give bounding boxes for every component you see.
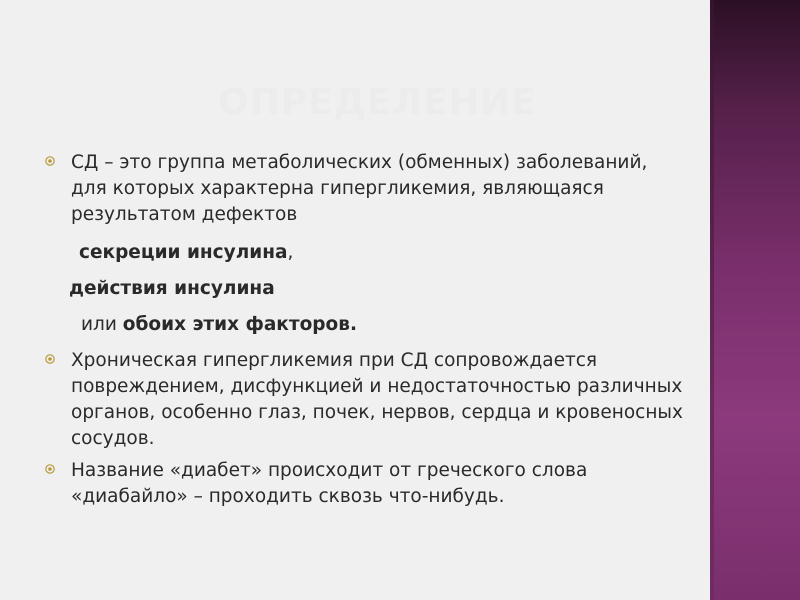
circled-dot-bullet-icon xyxy=(45,464,55,474)
slide-title: ОПРЕДЕЛЕНИЕ xyxy=(218,82,537,123)
decorative-side-panel xyxy=(710,0,800,600)
slide-content xyxy=(45,150,685,516)
circled-dot-bullet-icon xyxy=(45,156,55,166)
bullet-text-3: Название «диабет» происходит от греческого слова «диабайло» – проходить сквозь что-нибудь. xyxy=(71,460,588,507)
circled-dot-bullet-icon xyxy=(45,354,55,364)
bold-both-factors: обоих этих факторов. xyxy=(122,314,357,335)
sub-line-secretion xyxy=(45,234,685,276)
bullet-item-3 xyxy=(45,458,685,510)
comma: , xyxy=(287,242,294,263)
bullet-text-2: Хроническая гипергликемия при СД сопровождается повреждением, дисфункцией и недостаточностью различных органов, особенно глаз, почек, нервов, сердца и кровеносных сосудов. xyxy=(71,350,683,449)
or-lead: или xyxy=(81,314,123,335)
bold-action: действия инсулина xyxy=(69,278,275,299)
bullet-item-1 xyxy=(45,150,685,228)
side-panel-edge xyxy=(710,0,714,600)
bullet-text-1: СД – это группа метаболических (обменных) заболеваний, для которых характерна гипергликемия, являющаяся результатом дефектов xyxy=(71,152,648,225)
sub-line-action xyxy=(45,276,685,312)
bold-secretion: секреции инсулина xyxy=(79,242,288,263)
bullet-item-2 xyxy=(45,348,685,452)
sub-line-both xyxy=(45,312,685,348)
